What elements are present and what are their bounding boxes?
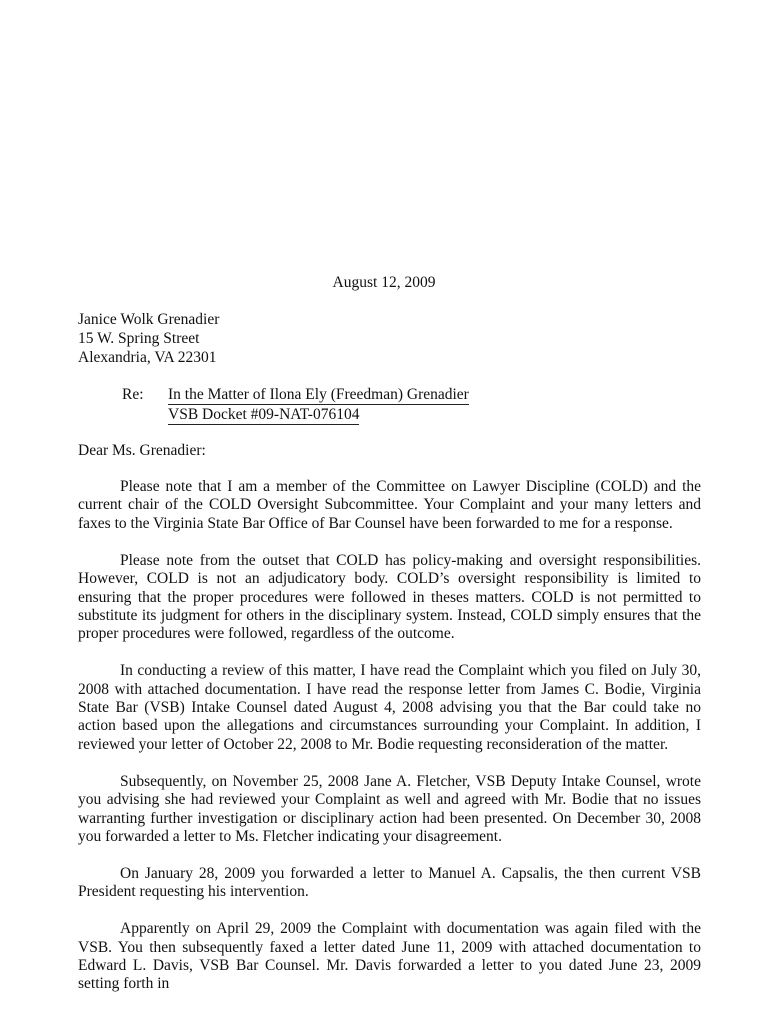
recipient-name: Janice Wolk Grenadier bbox=[78, 311, 220, 328]
re-line-docket: VSB Docket #09-NAT-076104 bbox=[168, 406, 360, 423]
letter-date: August 12, 2009 bbox=[332, 274, 436, 291]
recipient-street: 15 W. Spring Street bbox=[78, 330, 200, 347]
letter-body bbox=[78, 478, 701, 994]
body-paragraph: On January 28, 2009 you forwarded a letter to Manuel A. Capsalis, the then current VSB President requesting his intervention. bbox=[78, 864, 701, 901]
re-subject bbox=[168, 385, 469, 425]
body-paragraph: Please note that I am a member of the Committee on Lawyer Discipline (COLD) and the current chair of the COLD Oversight Subcommittee. Your Complaint and your many letters and faxes to the Virginia State Bar Office of Bar Counsel have been forwarded to me for a response. bbox=[78, 478, 701, 532]
re-label: Re: bbox=[122, 386, 144, 403]
body-paragraph: In conducting a review of this matter, I have read the Complaint which you filed on July 30, 2008 with attached documentation. I have read the response letter from James C. Bodie, Virginia State Bar (VSB) Intake Counsel dated August 4, 2008 advising you that the Bar could take no action based upon the allegations and circumstances surrounding your Complaint. In addition, I reviewed your letter of October 22, 2008 to Mr. Bodie requesting reconsideration of the matter. bbox=[78, 662, 701, 753]
body-paragraph: Apparently on April 29, 2009 the Complaint with documentation was again filed with the VSB. You then subsequently faxed a letter dated June 11, 2009 with attached documentation to Edward L. Davis, VSB Bar Counsel. Mr. Davis forwarded a letter to you dated June 23, 2009 setting forth in bbox=[78, 920, 701, 993]
body-paragraph: Subsequently, on November 25, 2008 Jane A. Fletcher, VSB Deputy Intake Counsel, wrote you advising she had reviewed your Complaint as well and agreed with Mr. Bodie that no issues warranting further investigation or disciplinary action had been presented. On December 30, 2008 you forwarded a letter to Ms. Fletcher indicating your disagreement. bbox=[78, 772, 701, 845]
recipient-address bbox=[78, 310, 219, 367]
body-paragraph: Please note from the outset that COLD has policy-making and oversight responsibilities. However, COLD is not an adjudicatory body. COLD’s oversight responsibility is limited to ensuring that the proper procedures were followed in theses matters. COLD is not permitted to substitute its judgment for others in the disciplinary system. Instead, COLD simply ensures that the proper procedures were followed, regardless of the outcome. bbox=[78, 551, 701, 643]
re-line-matter: In the Matter of Ilona Ely (Freedman) Grenadier bbox=[168, 386, 469, 403]
recipient-city-state-zip: Alexandria, VA 22301 bbox=[78, 349, 217, 366]
salutation: Dear Ms. Grenadier: bbox=[78, 442, 206, 459]
